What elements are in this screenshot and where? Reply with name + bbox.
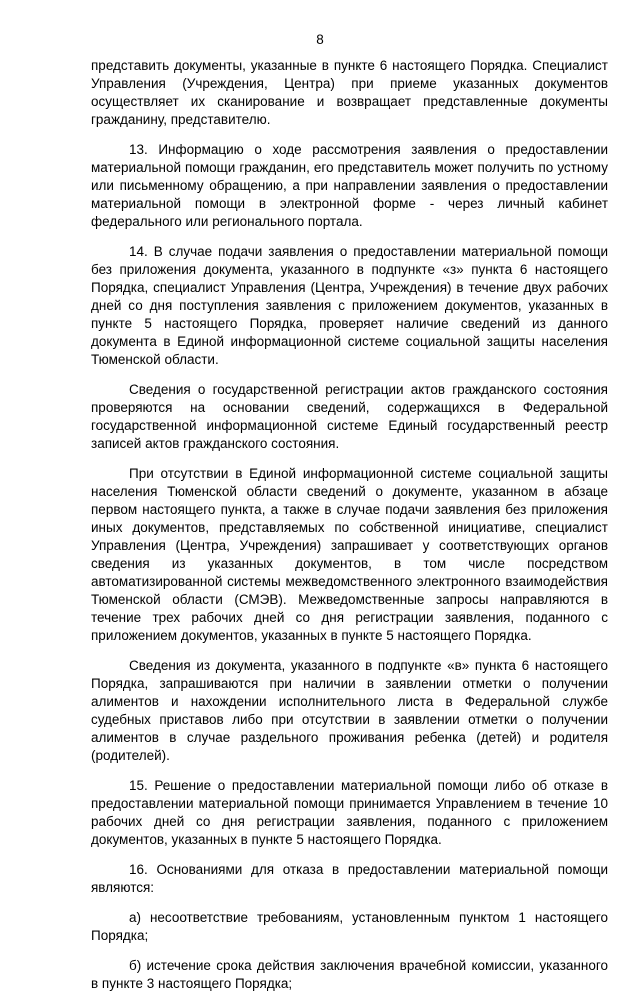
paragraph-14-interagency-request: При отсутствии в Единой информационной системе социальной защиты населения Тюменской области сведений о документе, указанном в абзаце первом настоящего пункта, а также в случае подачи заявления без приложения иных документов, представляемых по собственной инициативе, специалист Управления (Центра, Учреждения) запрашивает у соответствующих органов сведения из указанных документов, в том числе посредством автоматизированной системы межведомственного электронного взаимодействия Тюменской области (СМЭВ). Межведомственные запросы направляются в течение трех рабочих дней со дня регистрации заявления, поданного с приложением документов, указанных в пункте 5 настоящего Порядка. bbox=[91, 466, 608, 643]
paragraph-16-a: а) несоответствие требованиям, установленным пунктом 1 настоящего Порядка; bbox=[91, 910, 608, 943]
paragraph-16: 16. Основаниями для отказа в предоставлении материальной помощи являются: bbox=[91, 862, 608, 895]
paragraph-14: 14. В случае подачи заявления о предоставлении материальной помощи без приложения документа, указанного в подпункте «з» пункта 6 настоящего Порядка, специалист Управления (Центра, Учреждения) в течение двух рабочих дней со дня поступления заявления с приложением документов, указанных в пункте 5 настоящего Порядка, проверяет наличие сведений из данного документа в Единой информационной системе социальной защиты населения Тюменской области. bbox=[91, 244, 608, 367]
paragraph-continuation: представить документы, указанные в пункте 6 настоящего Порядка. Специалист Управления (Учреждения, Центра) при приеме указанных документов осуществляет их сканирование и возвращает представленные документы гражданину, представителю. bbox=[91, 58, 608, 127]
paragraph-14-alimony-info: Сведения из документа, указанного в подпункте «в» пункта 6 настоящего Порядка, запрашиваются при наличии в заявлении отметки о получении алиментов и нахождении исполнительного листа в Федеральной службе судебных приставов либо при отсутствии в заявлении отметки о получении алиментов в случае раздельного проживания ребенка (детей) и родителя (родителей). bbox=[91, 658, 608, 763]
document-body bbox=[91, 57, 608, 1005]
page-number: 8 bbox=[316, 32, 324, 47]
paragraph-13: 13. Информацию о ходе рассмотрения заявления о предоставлении материальной помощи гражданин, его представитель может получить по устному или письменному обращению, а при направлении заявления о предоставлении материальной помощи в электронной форме - через личный кабинет федерального или регионального портала. bbox=[91, 142, 608, 229]
paragraph-15: 15. Решение о предоставлении материальной помощи либо об отказе в предоставлении материальной помощи принимается Управлением в течение 10 рабочих дней со дня регистрации заявления, поданного с приложением документов, указанных в пункте 5 настоящего Порядка. bbox=[91, 778, 608, 847]
paragraph-14-civil-registration: Сведения о государственной регистрации актов гражданского состояния проверяются на основании сведений, содержащихся в Федеральной государственной информационной системе Единый государственный реестр записей актов гражданского состояния. bbox=[91, 382, 608, 451]
paragraph-16-b: б) истечение срока действия заключения врачебной комиссии, указанного в пункте 3 настоящего Порядка; bbox=[91, 958, 608, 991]
